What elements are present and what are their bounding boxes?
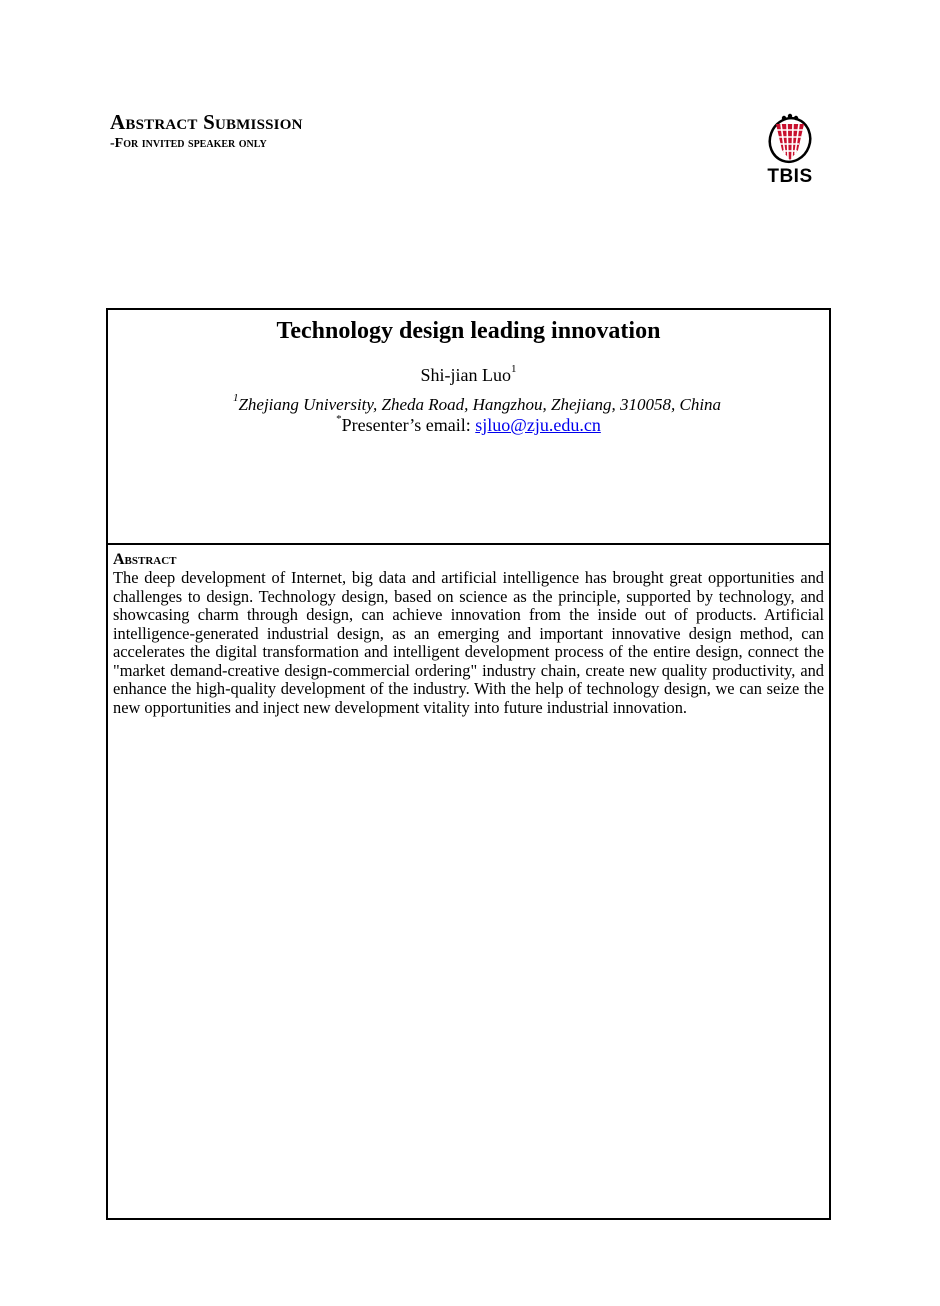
submission-subtitle: -For invited speaker only xyxy=(110,136,267,151)
author-line xyxy=(108,364,829,386)
paper-title: Technology design leading innovation xyxy=(276,318,661,344)
presenter-superscript: * xyxy=(336,413,342,425)
abstract-body: The deep development of Internet, big data and artificial intelligence has brought great opportunities and challenges to design. Technology design, based on science as the principle, supported by technology, and showcasing charm through design, can achieve innovation from the inside out of products. Artificial intelligence-generated industrial design, as an emerging and important innovative design method, can accelerates the digital transformation and intelligent development process of the entire design, connect the "market demand-creative design-commercial ordering" industry chain, create new quality productivity, and enhance the high-quality development of the industry. With the help of technology design, we can seize the new opportunities and inject new development vitality into future industrial innovation. xyxy=(113,568,824,717)
affiliation-line xyxy=(108,392,846,415)
logo-text: TBIS xyxy=(767,166,813,187)
abstract-frame xyxy=(106,308,831,1220)
author-superscript: 1 xyxy=(511,363,517,375)
affiliation-superscript: 1 xyxy=(232,392,239,405)
presenter-label: Presenter’s email: xyxy=(341,415,476,435)
presenter-email-link[interactable]: sjluo@zju.edu.cn xyxy=(475,415,601,435)
title-box xyxy=(108,310,829,545)
submission-title: Abstract Submission xyxy=(110,110,303,134)
tbis-logo xyxy=(754,110,826,188)
author-name: Shi-jian Luo xyxy=(420,365,511,385)
affiliation-text: Zhejiang University, Zhedа Road, Hangzhou, Zhejiang, 310058, China xyxy=(238,395,722,414)
presenter-line xyxy=(108,414,829,436)
abstract-heading: Abstract xyxy=(113,551,177,568)
tbis-emblem-icon xyxy=(754,110,826,166)
